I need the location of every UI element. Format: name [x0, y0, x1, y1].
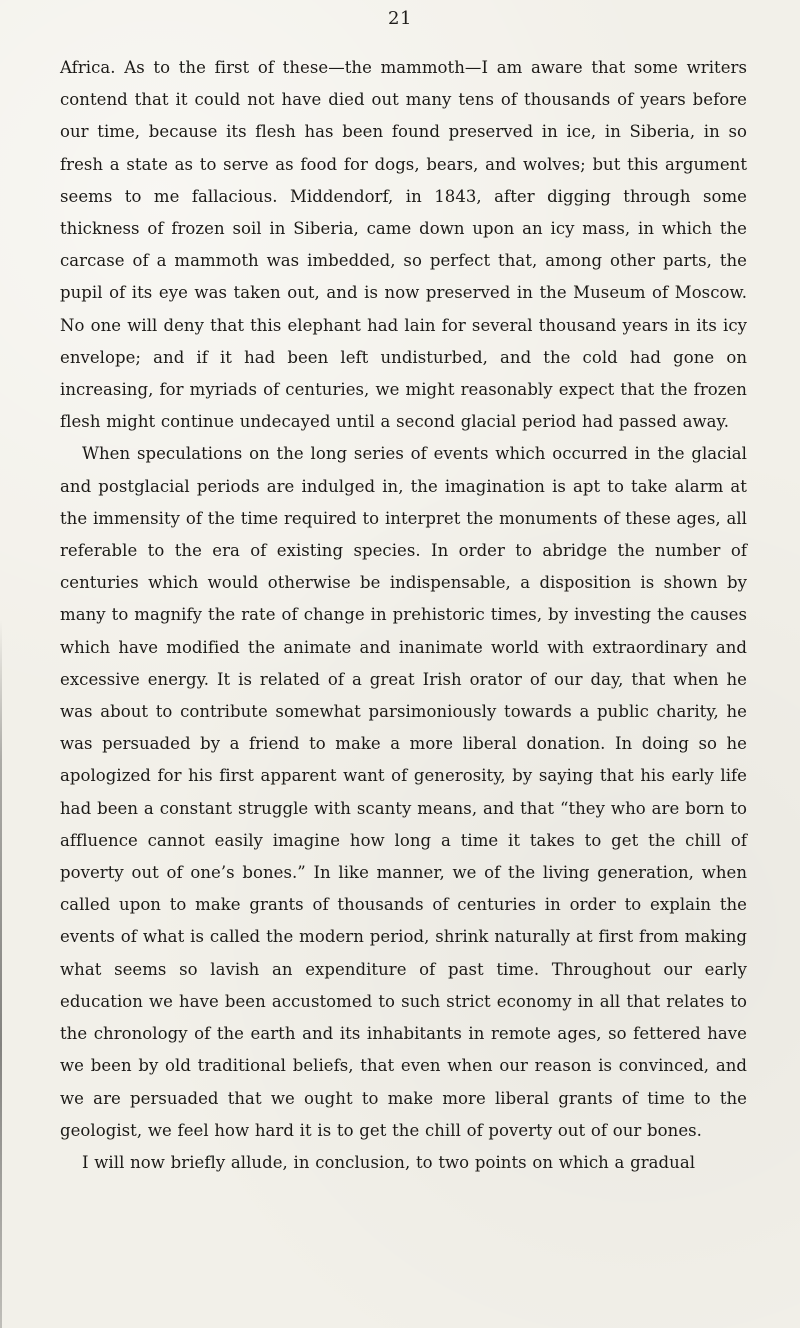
page-number: 21 [388, 8, 412, 29]
body-text [60, 52, 747, 1179]
paragraph-conclusion: I will now briefly allude, in conclusion, to two points on which a gradual [82, 1152, 696, 1172]
paragraph-mammoth: Africa. As to the first of these—the mammoth—I am aware that some writers contend that it could not have died out many tens of thousands of years before our time, because its flesh has been found preserved in ice, in Siberia, in so fresh a state as to serve as food for dogs, bears, and wolves; but this argument seems to me fallacious. Middendorf, in 1843, after digging through some thickness of frozen soil in Siberia, came down upon an icy mass, in which the carcase of a mammoth was imbedded, so perfect that, among other parts, the pupil of its eye was taken out, and is now preserved in the Museum of Moscow. No one will deny that this elephant had lain for several thousand years in its icy envelope; and if it had been left undisturbed, and the cold had gone on increasing, for myriads of centuries, we might reasonably expect that the frozen flesh might continue undecayed until a second glacial period had passed away. [60, 58, 747, 432]
paragraph-speculations: When speculations on the long series of events which occurred in the glacial and postglacial periods are indulged in, the imagination is apt to take alarm at the immensity of the time required to interpret the monuments of these ages, all referable to the era of existing species. In order to abridge the number of centuries which would otherwise be indispensable, a disposition is shown by many to magnify the rate of change in prehistoric times, by investing the causes which have modified the animate and inanimate world with extraordinary and excessive energy. It is related of a great Irish orator of our day, that when he was about to contribute somewhat parsimoniously towards a public charity, he was persuaded by a friend to make a more liberal donation. In doing so he apologized for his first apparent want of generosity, by saying that his early life had been a constant struggle with scanty means, and that “they who are born to affluence cannot easily imagine how long a time it takes to get the chill of poverty out of one’s bones.” In like manner, we of the living generation, when called upon to make grants of thousands of centuries in order to explain the events of what is called the modern period, shrink naturally at first from making what seems so lavish an expenditure of past time. Throughout our early education we have been accustomed to such strict economy in all that relates to the chronology of the earth and its inhabitants in remote ages, so fettered have we been by old traditional beliefs, that even when our reason is convinced, and we are persuaded that we ought to make more liberal grants of time to the geologist, we feel how hard it is to get the chill of poverty out of our bones. [60, 444, 747, 1140]
page-edge-shadow [0, 620, 2, 1328]
